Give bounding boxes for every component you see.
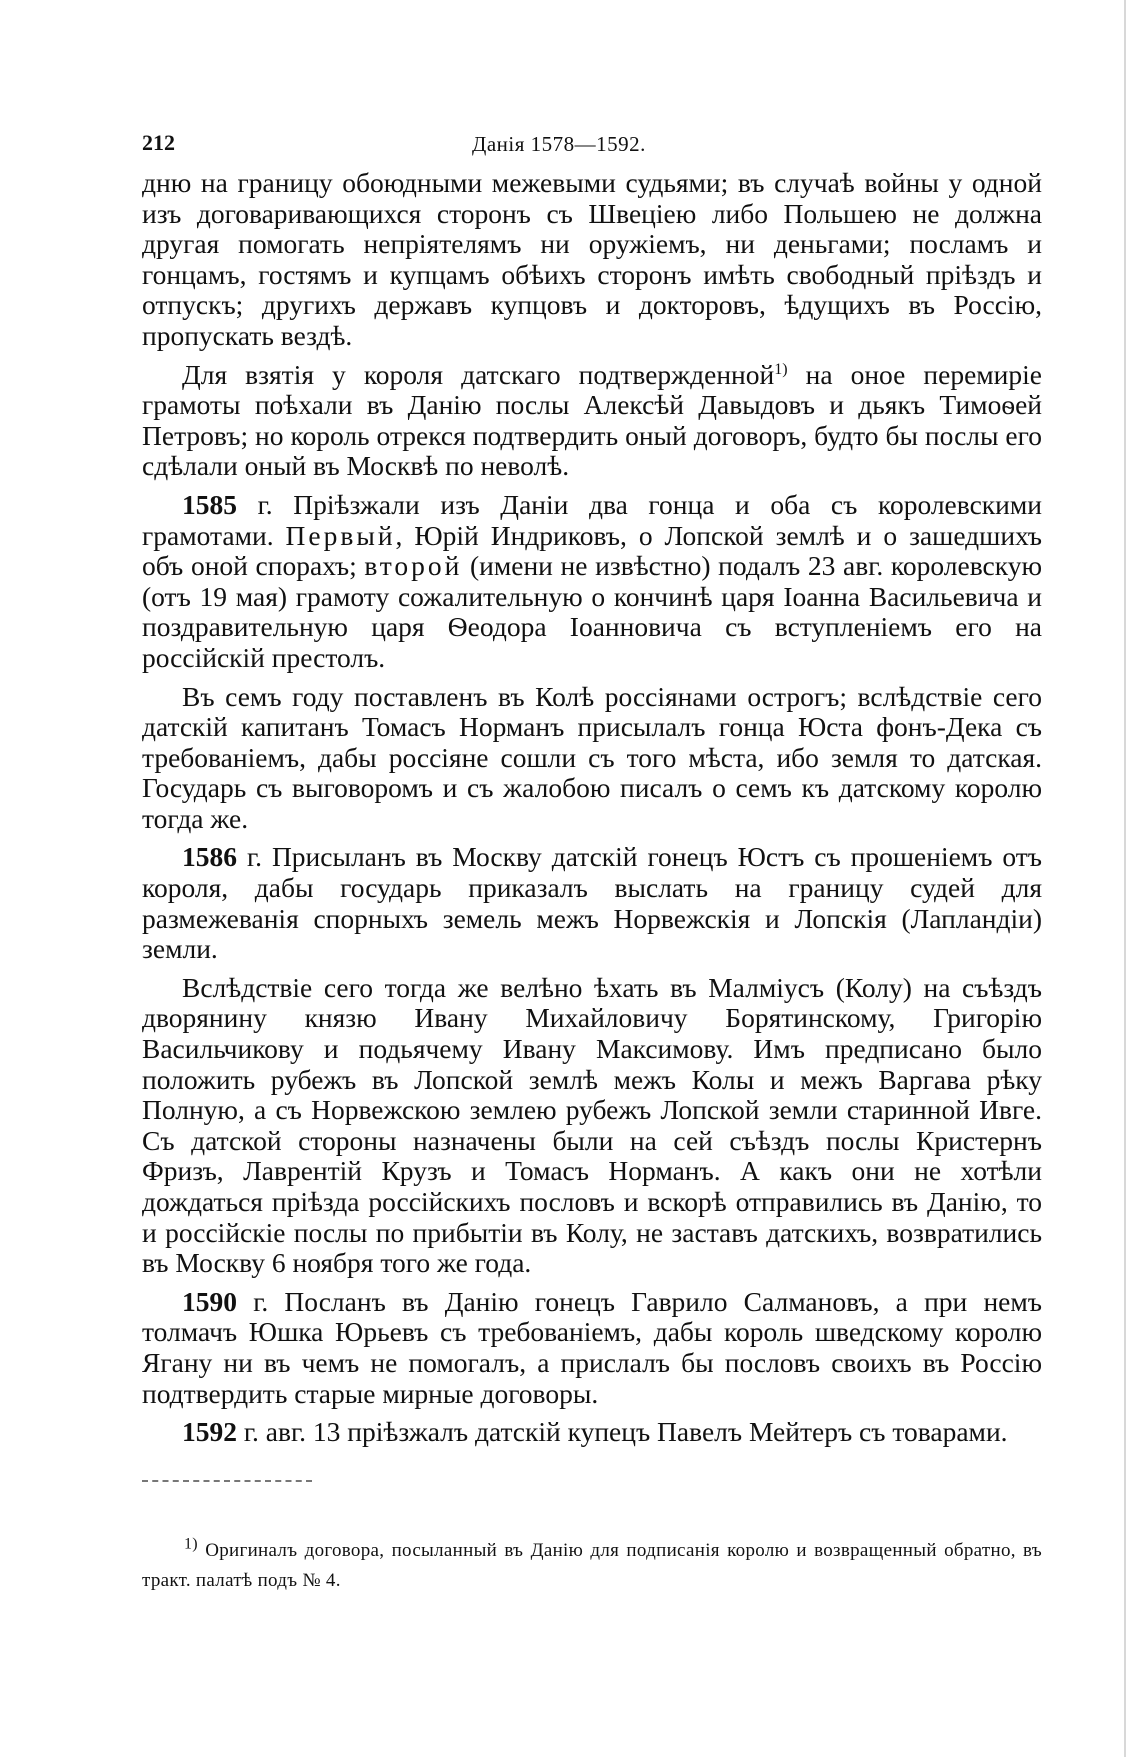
footnote-reference[interactable]: 1) [774,360,788,378]
year-label: 1592 [182,1416,237,1448]
paragraph-confirmation-embassy [142,360,1042,482]
paragraph-year-1590 [142,1287,1042,1409]
paragraph-text: г. Посланъ въ Данію гонецъ Гаврило Салмановъ, а при немъ толмачъ Юшка Юрьевъ съ требованіемъ, дабы король шведскому королю Ягану ни въ чемъ не помогалъ, а прислалъ бы пословъ своихъ въ Россію подтвердить старые мирные договоры. [142,1285,1042,1409]
paragraph-text: , Юрій Индриковъ, о Лопской землѣ и о зашедшихъ объ оной спорахъ; [142,519,1042,582]
main-text [142,168,1042,1456]
paragraph-text: г. авг. 13 пріѣзжалъ датскій купецъ Павелъ Мейтеръ съ товарами. [237,1416,1008,1448]
footnote-separator [142,1480,312,1482]
footnote [142,1536,1042,1596]
year-label: 1586 [182,841,237,873]
paragraph-text: г. Присыланъ въ Москву датскій гонецъ Юстъ съ прошеніемъ отъ короля, дабы государь приказалъ выслать на границу судей для размежеванія спорныхъ земель межъ Норвежскія и Лопскія (Лапландіи) земли. [142,841,1042,965]
page-header [142,130,1042,160]
paragraph-year-1586 [142,842,1042,964]
paragraph-year-1585 [142,490,1042,674]
paragraph-text: дню на границу обоюдными межевыми судьями; въ случаѣ войны у одной изъ договаривающихся сторонъ съ Швеціею либо Польшею не должна другая помогать непріятелямъ ни оружіемъ, ни деньгами; посламъ и гонцамъ, гостямъ и купцамъ обѣихъ сторонъ имѣть свободный пріѣздъ и отпускъ; другихъ державъ купцовъ и докторовъ, ѣдущихъ въ Россію, пропускать вездѣ. [142,167,1042,351]
year-label: 1590 [182,1285,237,1317]
paragraph-malmius-meeting [142,973,1042,1279]
footnote-mark: 1) [184,1535,198,1553]
paragraph-text: (имени не извѣстно) подалъ 23 авг. королевскую (отъ 19 мая) грамоту сожалительную о кончинѣ царя Іоанна Васильевича и поздравительную царя Ѳеодора Іоанновича съ вступленіемъ его на россійскій престолъ. [142,550,1042,673]
running-title: Данія 1578—1592. [472,132,646,156]
paragraph-continuation [142,168,1042,352]
paragraph-text: на оное перемиріе грамоты поѣхали въ Данію послы Алексѣй Давыдовъ и дьякъ Тимоѳей Петровъ; но король отрекся подтвердить оный договоръ, будто бы послы его сдѣлали оный въ Москвѣ по неволѣ. [142,358,1042,482]
page-number: 212 [142,130,175,155]
paragraph-text: Въ семъ году поставленъ въ Колѣ россіянами острогъ; вслѣдствіе сего датскій капитанъ Томасъ Норманъ присылалъ гонца Юста фонъ-Дека съ требованіемъ, дабы россіяне сошли съ того мѣста, ибо земля то датская. Государь съ выговоромъ и съ жалобою писалъ о семъ къ датскому королю тогда же. [142,680,1042,834]
spaced-word: второй [364,550,463,582]
paragraph-text: Вслѣдствіе сего тогда же велѣно ѣхать въ Малміусъ (Колу) на съѣздъ дворянину князю Ивану Михайловичу Борятинскому, Григорію Васильчикову и подьячему Ивану Максимову. Имъ предписано было положить рубежъ въ Лопской землѣ межъ Колы и межъ Варгава рѣку Полную, а съ Норвежскою землею рубежъ Лопской земли старинной Ивге. Съ датской стороны назначены были на сей съѣздъ послы Кристернъ Фризъ, Лаврентій Крузъ и Томасъ Норманъ. А какъ они не хотѣли дождаться пріѣзда россійскихъ пословъ и вскорѣ отправились въ Данію, то и россійскіе послы по прибытіи въ Колу, не заставъ датскихъ, возвратились въ Москву 6 ноября того же года. [142,971,1042,1279]
footnote-text: Оригиналъ договора, посыланный въ Данію для подписанія королю и возвращенный обратно, въ тракт. палатѣ подъ № 4. [142,1540,1042,1591]
spaced-word: Первый [285,519,396,551]
paragraph-text: Для взятія у короля датскаго подтвержденной [182,358,775,390]
page-edge-line [1124,0,1126,1757]
paragraph-text: г. Пріѣзжали изъ Даніи два гонца и оба съ королевскими грамотами. [142,488,1042,551]
paragraph-kola-fort [142,682,1042,835]
year-label: 1585 [182,488,237,520]
paragraph-year-1592 [142,1417,1042,1448]
